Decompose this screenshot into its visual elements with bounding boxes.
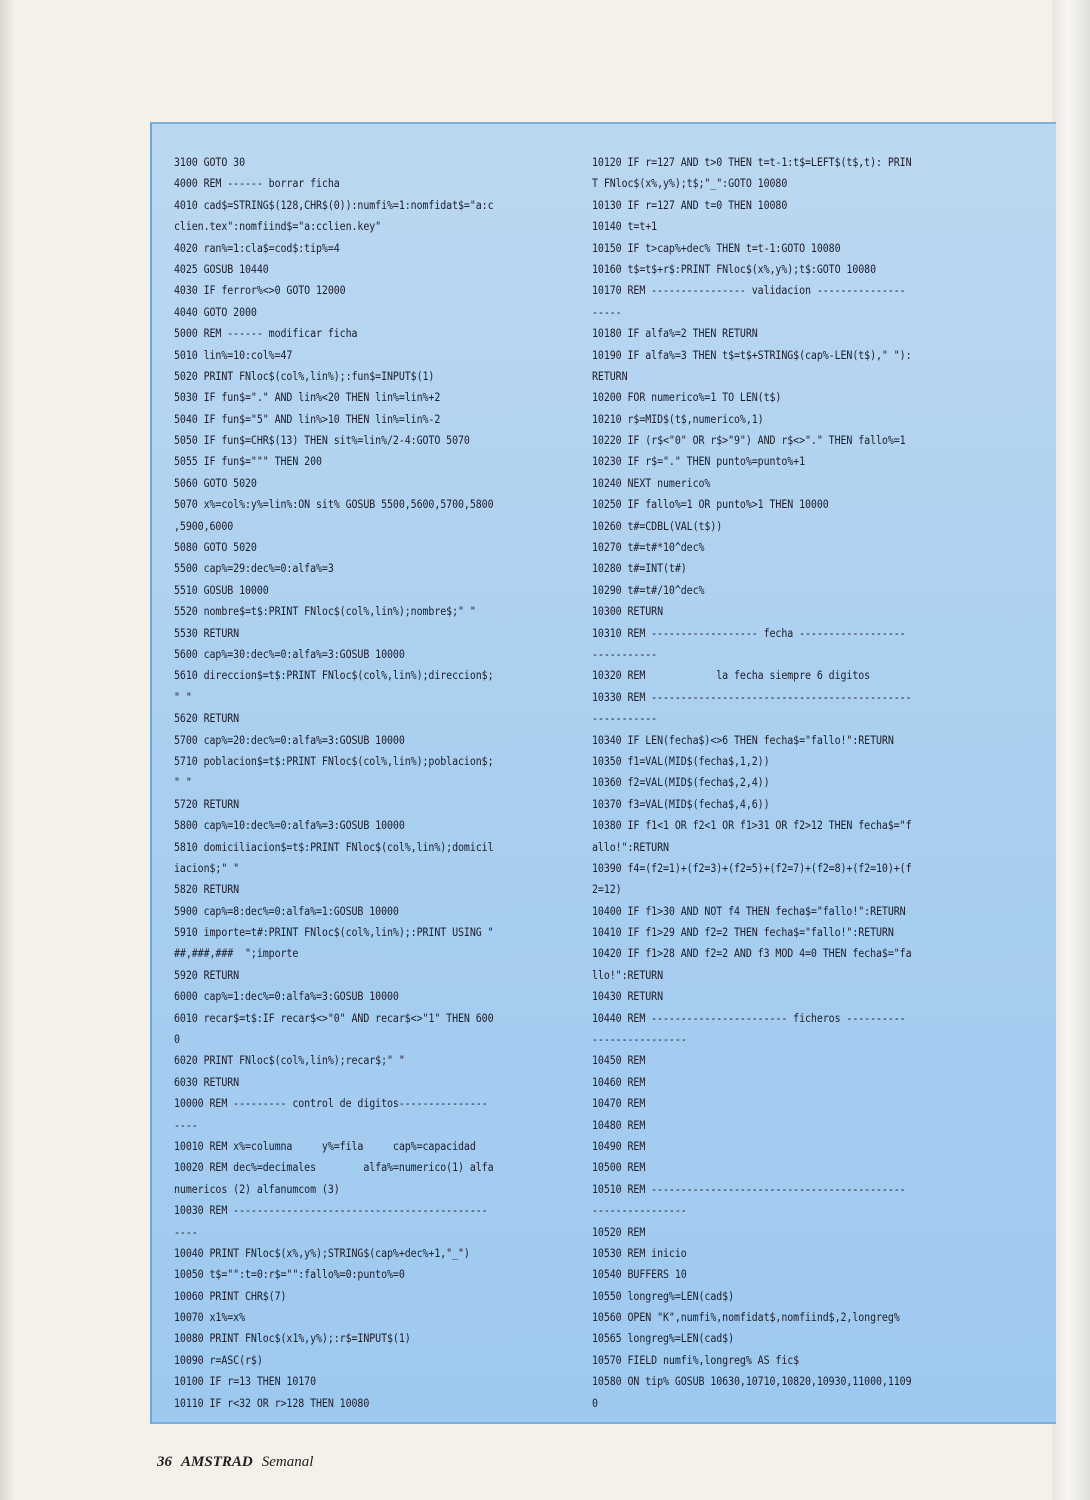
code-line: 10050 t$="":t=0:r$="":fallo%=0:punto%=0 xyxy=(174,1267,405,1282)
code-line: 10080 PRINT FNloc$(x1%,y%);:r$=INPUT$(1) xyxy=(174,1331,411,1346)
code-line: 5080 GOTO 5020 xyxy=(174,540,257,555)
code-line: 10220 IF (r$<"0" OR r$>"9") AND r$<>"." THEN fallo%=1 xyxy=(592,433,906,448)
code-line: 10360 f2=VAL(MID$(fecha$,2,4)) xyxy=(592,775,770,790)
code-line: 6020 PRINT FNloc$(col%,lin%);recar$;" " xyxy=(174,1053,405,1068)
code-line: 10300 RETURN xyxy=(592,604,664,619)
code-line: 10180 IF alfa%=2 THEN RETURN xyxy=(592,326,758,341)
code-line: 5050 IF fun$=CHR$(13) THEN sit%=lin%/2-4:GOTO 5070 xyxy=(174,433,470,448)
code-line: 10390 f4=(f2=1)+(f2=3)+(f2=5)+(f2=7)+(f2=8)+(f2=10)+(f xyxy=(592,860,912,875)
code-line: 10480 REM xyxy=(592,1117,646,1132)
code-line: 10100 IF r=13 THEN 10170 xyxy=(174,1374,317,1389)
code-line: 10240 NEXT numerico% xyxy=(592,475,711,490)
code-line: 10510 REM ------------------------------------------- xyxy=(592,1181,906,1196)
code-line: 10170 REM ---------------- validacion --------------- xyxy=(592,283,906,298)
code-line: 10110 IF r<32 OR r>128 THEN 10080 xyxy=(174,1395,370,1410)
code-line: 5920 RETURN xyxy=(174,967,240,982)
program-listing-box xyxy=(150,122,1056,1424)
code-line: 10210 r$=MID$(t$,numerico%,1) xyxy=(592,411,764,426)
code-line: 2=12) xyxy=(592,882,622,897)
code-line: 10370 f3=VAL(MID$(fecha$,4,6)) xyxy=(592,796,770,811)
code-line: 10380 IF f1<1 OR f2<1 OR f1>31 OR f2>12 THEN fecha$="f xyxy=(592,818,912,833)
code-line: 10330 REM -------------------------------------------- xyxy=(592,689,912,704)
code-line: 5070 x%=col%:y%=lin%:ON sit% GOSUB 5500,5600,5700,5800 xyxy=(174,497,494,512)
code-line: 10440 REM ----------------------- ficheros ---------- xyxy=(592,1010,906,1025)
code-line: 10030 REM ------------------------------------------- xyxy=(174,1203,488,1218)
code-line: 10010 REM x%=columna y%=fila cap%=capacidad xyxy=(174,1138,476,1153)
code-line: 5910 importe=t#:PRINT FNloc$(col%,lin%);:PRINT USING " xyxy=(174,925,494,940)
code-line: clien.tex":nomfiind$="a:cclien.key" xyxy=(174,219,382,234)
code-line: 4040 GOTO 2000 xyxy=(174,304,257,319)
code-line: 10190 IF alfa%=3 THEN t$=t$+STRING$(cap%-LEN(t$)," "): xyxy=(592,347,912,362)
code-line: 4025 GOSUB 10440 xyxy=(174,261,269,276)
code-line: 5055 IF fun$=""" THEN 200 xyxy=(174,454,322,469)
code-line: 10000 REM --------- control de digitos--------------- xyxy=(174,1096,488,1111)
code-line: 5610 direccion$=t$:PRINT FNloc$(col%,lin%);direccion$; xyxy=(174,668,494,683)
code-line: 6000 cap%=1:dec%=0:alfa%=3:GOSUB 10000 xyxy=(174,989,399,1004)
code-line: 10270 t#=t#*10^dec% xyxy=(592,540,705,555)
code-line: 6010 recar$=t$:IF recar$<>"0" AND recar$<>"1" THEN 600 xyxy=(174,1010,494,1025)
code-line: 0 xyxy=(174,1032,180,1047)
code-line: 10120 IF r=127 AND t>0 THEN t=t-1:t$=LEFT$(t$,t): PRIN xyxy=(592,155,912,169)
code-line: 4000 REM ------ borrar ficha xyxy=(174,176,340,191)
code-line: iacion$;" " xyxy=(174,860,240,875)
code-line: 10570 FIELD numfi%,longreg% AS fic$ xyxy=(592,1352,800,1367)
code-line: 5820 RETURN xyxy=(174,882,240,897)
code-line: 5700 cap%=20:dec%=0:alfa%=3:GOSUB 10000 xyxy=(174,732,405,747)
page-footer xyxy=(157,1452,313,1471)
code-line: 10140 t=t+1 xyxy=(592,219,658,234)
code-line: 4020 ran%=1:cla$=cod$:tip%=4 xyxy=(174,240,340,255)
code-line: 10400 IF f1>30 AND NOT f4 THEN fecha$="fallo!":RETURN xyxy=(592,903,906,918)
code-line: 10060 PRINT CHR$(7) xyxy=(174,1288,287,1303)
code-line: 5520 nombre$=t$:PRINT FNloc$(col%,lin%);nombre$;" " xyxy=(174,604,476,619)
code-line: 10500 REM xyxy=(592,1160,646,1175)
page-gutter-shadow xyxy=(0,0,14,1500)
listing-right-column xyxy=(592,152,912,1414)
code-line: 5020 PRINT FNloc$(col%,lin%);:fun$=INPUT$(1) xyxy=(174,368,435,383)
code-line: RETURN xyxy=(592,368,628,383)
code-line: ----------- xyxy=(592,646,658,661)
code-line: 5720 RETURN xyxy=(174,796,240,811)
code-line: 10550 longreg%=LEN(cad$) xyxy=(592,1288,735,1303)
code-line: 10320 REM la fecha siempre 6 digitos xyxy=(592,668,871,683)
code-line: 10470 REM xyxy=(592,1096,646,1111)
code-line: 10350 f1=VAL(MID$(fecha$,1,2)) xyxy=(592,753,770,768)
code-line: 4010 cad$=STRING$(128,CHR$(0)):numfi%=1:nomfidat$="a:c xyxy=(174,197,494,212)
code-line: 5900 cap%=8:dec%=0:alfa%=1:GOSUB 10000 xyxy=(174,903,399,918)
code-line: 5800 cap%=10:dec%=0:alfa%=3:GOSUB 10000 xyxy=(174,818,405,833)
code-line: allo!":RETURN xyxy=(592,839,669,854)
code-line: 5040 IF fun$="5" AND lin%>10 THEN lin%=lin%-2 xyxy=(174,411,441,426)
code-line: ---- xyxy=(174,1224,198,1239)
code-line: 10260 t#=CDBL(VAL(t$)) xyxy=(592,518,723,533)
code-line: 10420 IF f1>28 AND f2=2 AND f3 MOD 4=0 THEN fecha$="fa xyxy=(592,946,912,961)
code-line: " " xyxy=(174,689,192,704)
code-line: 5710 poblacion$=t$:PRINT FNloc$(col%,lin%);poblacion$; xyxy=(174,753,494,768)
code-line: 10430 RETURN xyxy=(592,989,664,1004)
code-line: 10580 ON tip% GOSUB 10630,10710,10820,10930,11000,1109 xyxy=(592,1374,912,1389)
code-line: 5500 cap%=29:dec%=0:alfa%=3 xyxy=(174,561,334,576)
code-line: 10230 IF r$="." THEN punto%=punto%+1 xyxy=(592,454,806,469)
code-line: ,5900,6000 xyxy=(174,518,234,533)
code-line: 10310 REM ------------------ fecha ------------------ xyxy=(592,625,906,640)
code-line: 3100 GOTO 30 xyxy=(174,155,246,169)
magazine-subtitle: Semanal xyxy=(261,1454,314,1470)
code-line: " " xyxy=(174,775,192,790)
code-line: llo!":RETURN xyxy=(592,967,664,982)
code-line: ----- xyxy=(592,304,622,319)
next-page-edge xyxy=(1052,0,1090,1500)
code-line: 10020 REM dec%=decimales alfa%=numerico(1) alfa xyxy=(174,1160,494,1175)
code-line: 10200 FOR numerico%=1 TO LEN(t$) xyxy=(592,390,782,405)
code-line: 10040 PRINT FNloc$(x%,y%);STRING$(cap%+dec%+1,"_") xyxy=(174,1245,470,1260)
code-line: 10090 r=ASC(r$) xyxy=(174,1352,263,1367)
code-line: 10160 t$=t$+r$:PRINT FNloc$(x%,y%);t$:GOTO 10080 xyxy=(592,261,877,276)
code-line: ##,###,### ";importe xyxy=(174,946,299,961)
code-line: 5000 REM ------ modificar ficha xyxy=(174,326,358,341)
code-line: ---------------- xyxy=(592,1032,687,1047)
code-line: numericos (2) alfanumcom (3) xyxy=(174,1181,340,1196)
code-line: 5030 IF fun$="." AND lin%<20 THEN lin%=lin%+2 xyxy=(174,390,441,405)
code-line: 6030 RETURN xyxy=(174,1074,240,1089)
page-number: 36 xyxy=(157,1454,172,1470)
code-line: 10560 OPEN "K",numfi%,nomfidat$,nomfiind$,2,longreg% xyxy=(592,1310,900,1325)
code-line: T FNloc$(x%,y%);t$;"_":GOTO 10080 xyxy=(592,176,788,191)
code-line: 10130 IF r=127 AND t=0 THEN 10080 xyxy=(592,197,788,212)
code-line: 5600 cap%=30:dec%=0:alfa%=3:GOSUB 10000 xyxy=(174,646,405,661)
code-line: 5810 domiciliacion$=t$:PRINT FNloc$(col%,lin%);domicil xyxy=(174,839,494,854)
code-line: 5530 RETURN xyxy=(174,625,240,640)
code-line: 10450 REM xyxy=(592,1053,646,1068)
code-line: 5060 GOTO 5020 xyxy=(174,475,257,490)
code-line: 10340 IF LEN(fecha$)<>6 THEN fecha$="fallo!":RETURN xyxy=(592,732,894,747)
magazine-name: AMSTRAD xyxy=(181,1454,253,1470)
code-line: 10280 t#=INT(t#) xyxy=(592,561,687,576)
code-line: 10530 REM inicio xyxy=(592,1245,687,1260)
code-line: 10460 REM xyxy=(592,1074,646,1089)
code-line: ----------- xyxy=(592,711,658,726)
code-line: 10490 REM xyxy=(592,1138,646,1153)
code-line: 4030 IF ferror%<>0 GOTO 12000 xyxy=(174,283,346,298)
code-line: 0 xyxy=(592,1395,598,1410)
code-line: 5010 lin%=10:col%=47 xyxy=(174,347,293,362)
code-line: 10410 IF f1>29 AND f2=2 THEN fecha$="fallo!":RETURN xyxy=(592,925,894,940)
listing-left-column xyxy=(174,152,494,1414)
code-line: 10565 longreg%=LEN(cad$) xyxy=(592,1331,735,1346)
code-line: 5510 GOSUB 10000 xyxy=(174,582,269,597)
code-line: 5620 RETURN xyxy=(174,711,240,726)
code-line: 10250 IF fallo%=1 OR punto%>1 THEN 10000 xyxy=(592,497,829,512)
code-line: 10150 IF t>cap%+dec% THEN t=t-1:GOTO 10080 xyxy=(592,240,841,255)
code-line: 10290 t#=t#/10^dec% xyxy=(592,582,705,597)
code-line: 10520 REM xyxy=(592,1224,646,1239)
code-line: 10540 BUFFERS 10 xyxy=(592,1267,687,1282)
code-line: ---------------- xyxy=(592,1203,687,1218)
code-line: ---- xyxy=(174,1117,198,1132)
code-line: 10070 x1%=x% xyxy=(174,1310,246,1325)
